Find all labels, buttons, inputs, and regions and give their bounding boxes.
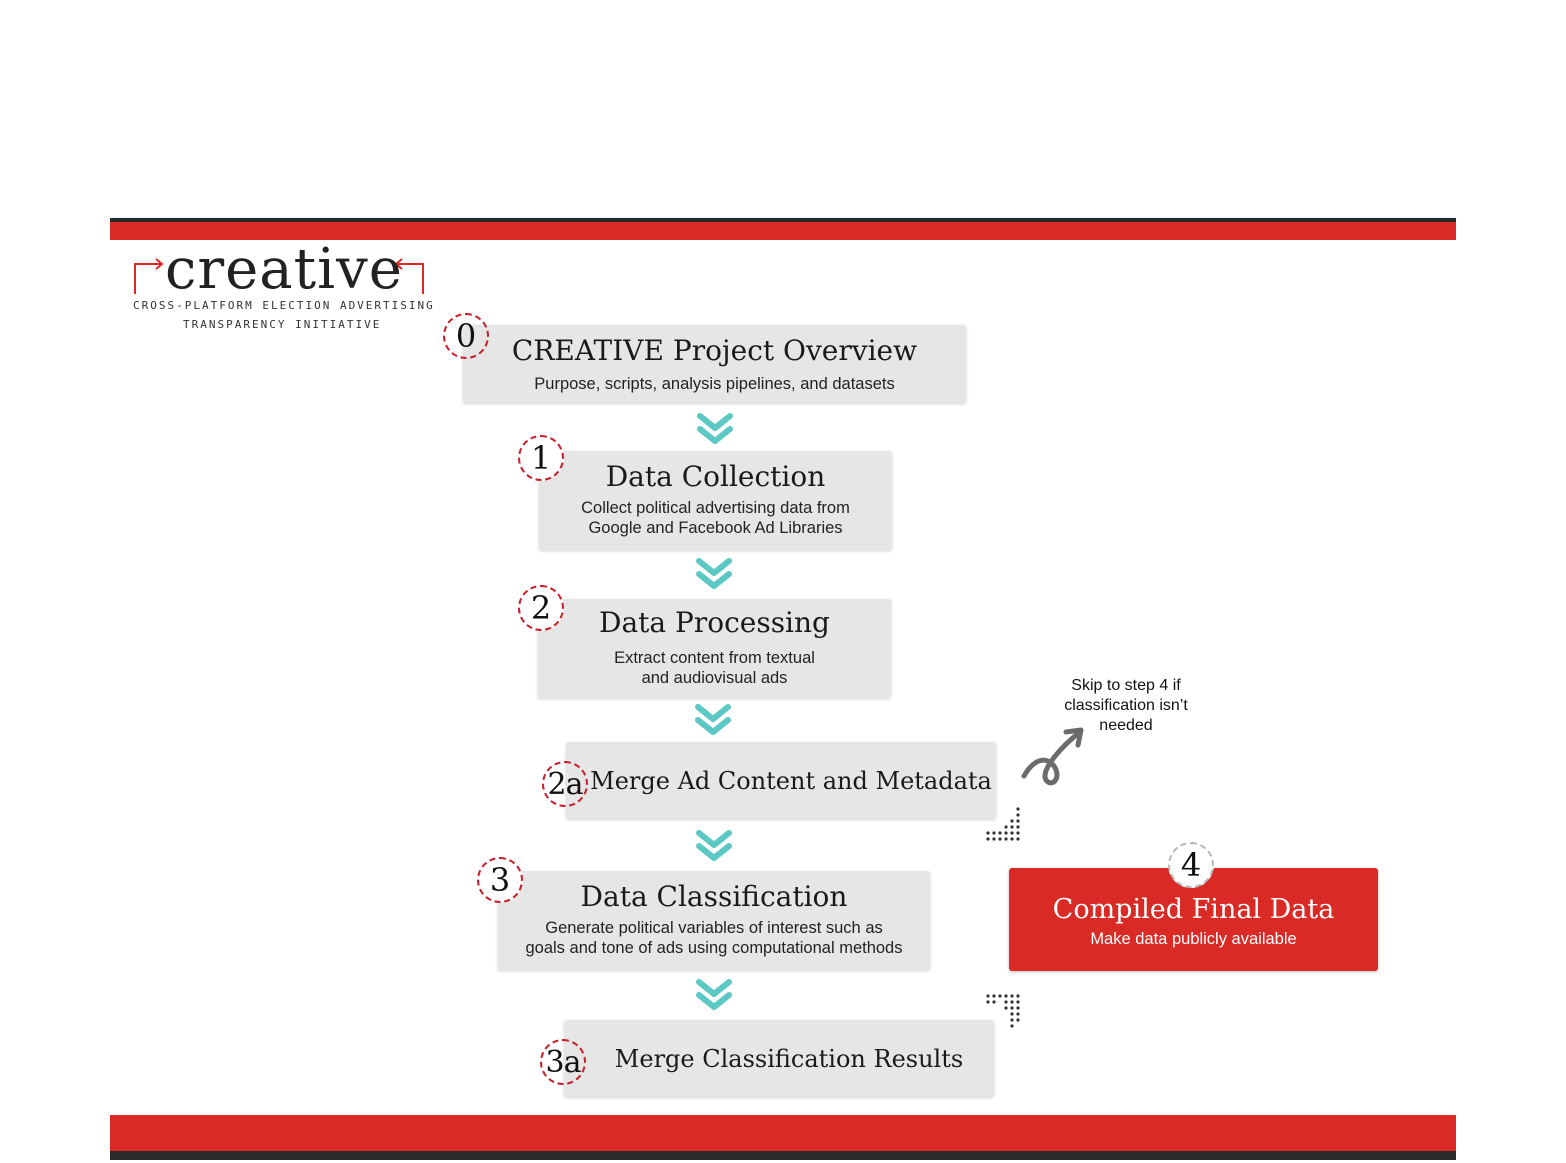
step-2-title: Data Processing	[599, 606, 830, 639]
logo-subtitle-line2: TRANSPARENCY INITIATIVE	[183, 318, 382, 331]
step-4-number-badge: 4	[1168, 842, 1214, 888]
step-3a-number-badge: 3a	[540, 1039, 586, 1085]
curly-arrow-icon	[1018, 724, 1090, 790]
bottom-banner-bar	[110, 1115, 1456, 1160]
step-2-description-line1: Extract content from textual	[614, 649, 815, 667]
down-chevron-icon	[693, 703, 733, 739]
step-0-title: CREATIVE Project Overview	[511, 334, 918, 367]
step-2-number-badge: 2	[518, 585, 564, 631]
step-1-description-line2: Google and Facebook Ad Libraries	[588, 519, 843, 537]
step-2-box	[538, 599, 891, 698]
step-0-description: Purpose, scripts, analysis pipelines, and datasets	[534, 375, 895, 393]
step-1-title: Data Collection	[605, 460, 826, 493]
step-1-number-badge: 1	[518, 435, 564, 481]
logo-wordmark: creative	[165, 237, 403, 302]
step-1-box	[539, 451, 892, 550]
step-3a-box	[564, 1020, 994, 1097]
dotted-corner-decoration-icon	[984, 805, 1026, 845]
step-4-title: Compiled Final Data	[1052, 894, 1335, 925]
step-2a-box	[566, 742, 996, 819]
step-2-description-line2: and audiovisual ads	[641, 669, 788, 687]
step-3-description-line2: goals and tone of ads using computational methods	[525, 939, 903, 957]
step-3-description-line1: Generate political variables of interest such as	[545, 919, 883, 937]
step-1-description-line1: Collect political advertising data from	[581, 499, 850, 517]
down-chevron-icon	[694, 557, 734, 593]
step-3-box	[498, 871, 930, 970]
step-0-number-badge: 0	[443, 313, 489, 359]
down-chevron-icon	[694, 978, 734, 1014]
step-3a-title: Merge Classification Results	[614, 1044, 964, 1073]
step-0-box	[463, 325, 966, 403]
step-3-number-badge: 3	[477, 857, 523, 903]
skip-note-line2: classification isn’t	[1064, 697, 1188, 714]
dotted-corner-decoration-icon	[984, 992, 1026, 1032]
down-chevron-icon	[695, 412, 735, 448]
down-chevron-icon	[694, 829, 734, 865]
step-2a-number-badge: 2a	[542, 761, 588, 807]
step-4-description: Make data publicly available	[1090, 930, 1297, 948]
step-2a-title: Merge Ad Content and Metadata	[590, 766, 992, 795]
step-3-title: Data Classification	[580, 880, 848, 913]
skip-note-line1: Skip to step 4 if	[1071, 677, 1181, 694]
skip-note-line3: needed	[1099, 717, 1153, 734]
logo-subtitle-line1: CROSS-PLATFORM ELECTION ADVERTISING	[133, 299, 435, 312]
